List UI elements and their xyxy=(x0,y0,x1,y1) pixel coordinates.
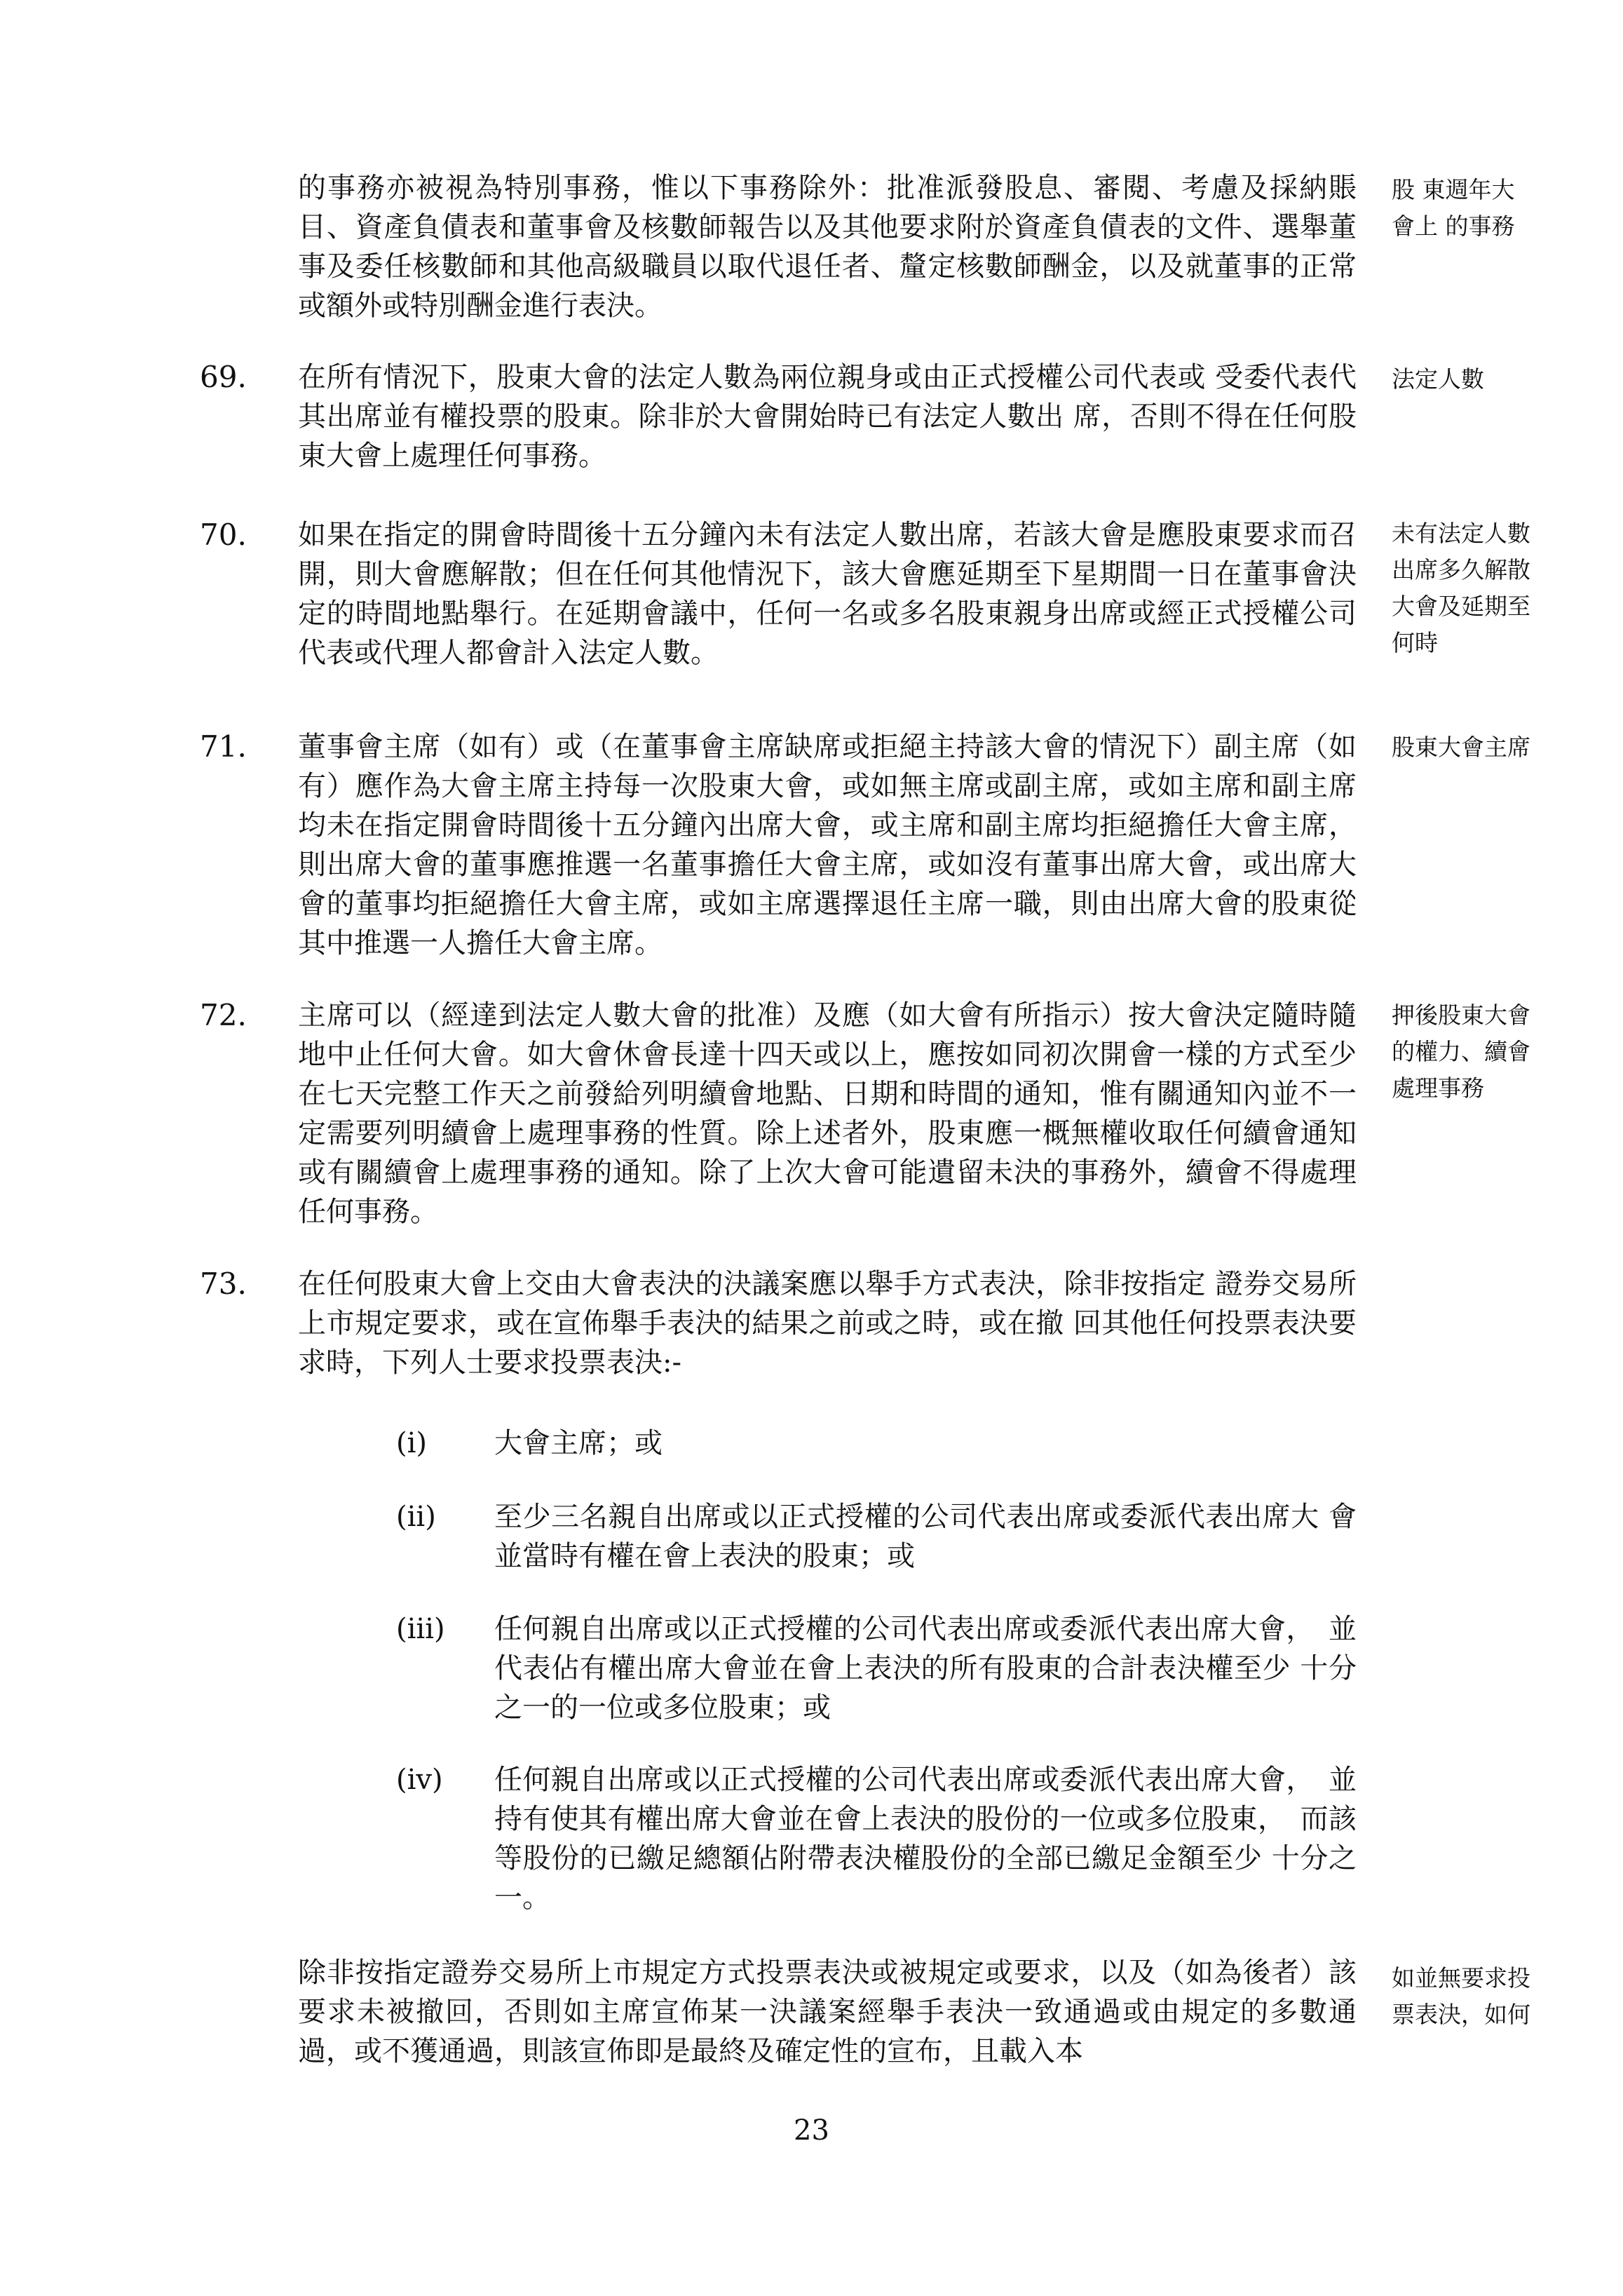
article-number-69: 69. xyxy=(200,360,247,394)
sub-item-label-iii: (iii) xyxy=(396,1613,445,1645)
article-text-72: 主席可以（經達到法定人數大會的批准）及應（如大會有所指示）按大會決定隨時隨地中止任何大會。如大會休會長達十四天或以上，應按如同初次開會一樣的方式至少在七天完整工作天之前發給列明續會地點、日期和時間的通知，惟有關通知內並不一定需要列明續會上處理事務的性質。除上述者外，股東應一概無權收取任何續會通知或有關續會上處理事務的通知。除了上次大會可能遺留未決的事務外，續會不得處理任何事務。 xyxy=(298,999,1357,1228)
intro-paragraph: 的事務亦被視為特別事務，惟以下事務除外：批准派發股息、審閱、考慮及採納賬目、資產負債表和董事會及核數師報告以及其他要求附於資產負債表的文件、選舉董事及委任核數師和其他高級職員以取代退任者、釐定核數師酬金，以及就董事的正常或額外或特別酬金進行表決。 xyxy=(298,172,1357,322)
closing-paragraph: 除非按指定證券交易所上市規定方式投票表決或被規定或要求，以及（如為後者）該要求未被撤回，否則如主席宣佈某一決議案經舉手表決一致通過或由規定的多數通過，或不獲通過，則該宣佈即是最終及確定性的宣布，且載入本 xyxy=(298,1957,1357,2067)
article-side-note-70: 未有法定人數 出席多久解散 大會及延期至何時 xyxy=(1392,520,1530,656)
sub-item-label-iv: (iv) xyxy=(396,1764,443,1796)
article-text-70: 如果在指定的開會時間後十五分鐘內未有法定人數出席，若該大會是應股東要求而召開，則大會應解散；但在任何其他情況下，該大會應延期至下星期間一日在董事會決定的時間地點舉行。在延期會議中，任何一名或多名股東親身出席或經正式授權公司代表或代理人都會計入法定人數。 xyxy=(298,519,1357,669)
article-number-70: 70. xyxy=(200,518,247,552)
article-text-69: 在所有情況下，股東大會的法定人數為兩位親身或由正式授權公司代表或 受委代表代其出席並有權投票的股東。除非於大會開始時已有法定人數出 席，否則不得在任何股東大會上處理任何事務。 xyxy=(298,361,1357,472)
intro-side-note: 股 東週年大會上 的事務 xyxy=(1392,176,1515,240)
article-text-73: 在任何股東大會上交由大會表決的決議案應以舉手方式表決，除非按指定 證券交易所上市規定要求，或在宣佈舉手表決的結果之前或之時，或在撤 回其他任何投票表決要求時，下列人士要求投票表決:- xyxy=(298,1268,1357,1379)
sub-item-text-ii: 至少三名親自出席或以正式授權的公司代表出席或委派代表出席大 會並當時有權在會上表決的股東；或 xyxy=(494,1501,1357,1572)
page-number: 23 xyxy=(794,2114,829,2147)
article-side-note-71: 股東大會主席 xyxy=(1392,734,1530,761)
sub-item-label-i: (i) xyxy=(396,1427,428,1459)
article-text-71: 董事會主席（如有）或（在董事會主席缺席或拒絕主持該大會的情況下）副主席（如有）應作為大會主席主持每一次股東大會，或如無主席或副主席，或如主席和副主席均未在指定開會時間後十五分鐘內出席大會，或主席和副主席均拒絕擔任大會主席，則出席大會的董事應推選一名董事擔任大會主席，或如沒有董事出席大會，或出席大會的董事均拒絕擔任大會主席，或如主席選擇退任主席一職，則由出席大會的股東從其中推選一人擔任大會主席。 xyxy=(298,731,1357,959)
article-number-72: 72. xyxy=(200,998,247,1032)
article-number-73: 73. xyxy=(200,1267,247,1301)
sub-item-text-iii: 任何親自出席或以正式授權的公司代表出席或委派代表出席大會， 並代表佔有權出席大會並在會上表決的所有股東的合計表決權至少 十分之一的一位或多位股東；或 xyxy=(494,1613,1357,1724)
sub-item-text-i: 大會主席；或 xyxy=(494,1427,663,1459)
closing-side-note: 如並無要求投 票表決，如何 xyxy=(1392,1964,1530,2028)
article-number-71: 71. xyxy=(200,729,247,764)
article-side-note-72: 押後股東大會 的權力、續會處理事務 xyxy=(1392,1001,1530,1102)
article-side-note-69: 法定人數 xyxy=(1392,365,1484,393)
sub-item-label-ii: (ii) xyxy=(396,1501,436,1533)
sub-item-text-iv: 任何親自出席或以正式授權的公司代表出席或委派代表出席大會， 並持有使其有權出席大會並在會上表決的股份的一位或多位股東， 而該等股份的已繳足總額佔附帶表決權股份的全部已繳足金額至少 十分之一。 xyxy=(494,1764,1357,1914)
